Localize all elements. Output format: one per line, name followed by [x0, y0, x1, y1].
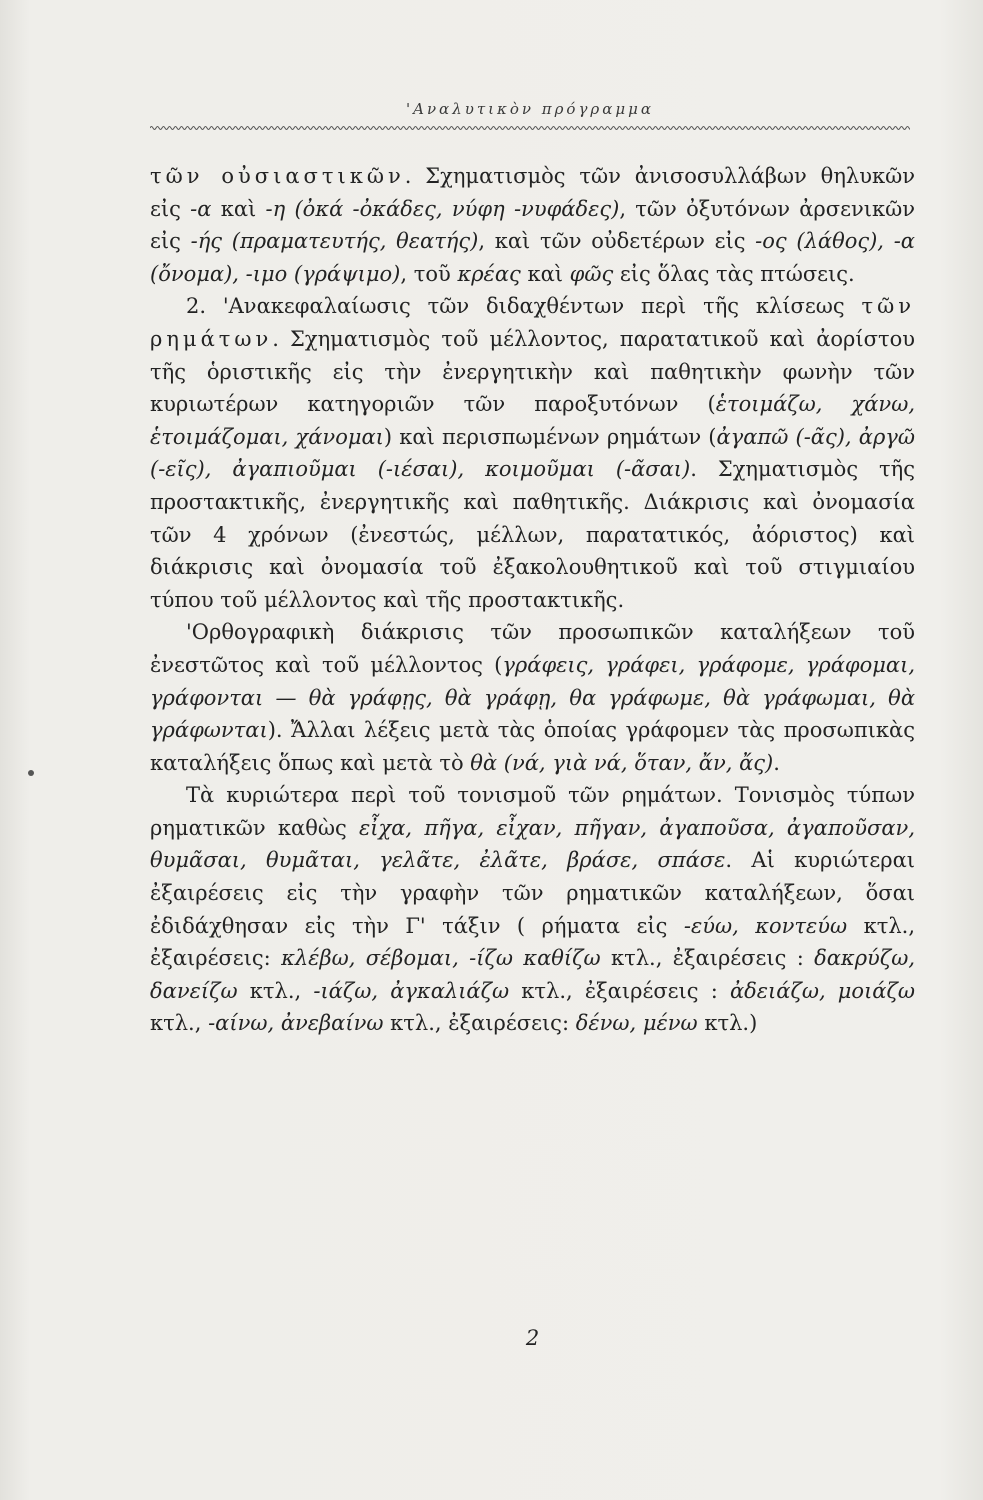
page-number: 2 [525, 1326, 540, 1350]
text-run: ἑτοιμάζω, χάνω, ἑτοιμάζομαι, χάνομαι [150, 392, 915, 449]
text-run: θὰ (νά, γιὰ νά, ὅταν, ἄν, ἄς) [470, 750, 774, 775]
text-run: κτλ., [150, 1011, 209, 1036]
text-run: . [773, 750, 780, 775]
text-run: ἀδειάζω, μοιάζω [729, 978, 915, 1003]
text-run: , τοῦ [400, 261, 458, 286]
text-run: εἰς ὅλας τὰς πτώσεις. [613, 261, 855, 286]
text-run: Τὰ κυριώτερα περὶ τοῦ τονισμοῦ τῶν ρημάτων. Τονισμὸς τύπων ρηματικῶν καθὼς [150, 783, 915, 840]
text-run: , τῶν ὀξυτόνων ἀρσενικῶν εἰς [150, 196, 916, 254]
text-run: -η (ὀκά -ὀκάδες, νύφη -νυφάδες) [265, 196, 620, 221]
text-run: -ος (λάθος), -α (ὄνομα), -ιμο (γράψιμο) [150, 229, 915, 286]
text-run: ) καὶ περισπωμένων ρημάτων ( [383, 424, 717, 449]
running-header: 'Αναλυτικὸν πρόγραμμα [405, 100, 654, 118]
text-run: κτλ., ἐξαιρέσεις: [383, 1011, 576, 1036]
text-run: . Σχηματισμὸς τοῦ μέλλοντος, παρατατικοῦ καὶ ἀορίστου τῆς ὁριστικῆς εἰς τὴν ἐνεργητικὴν καὶ παθητικὴν φωνὴν τῶν κυριωτέρων κατηγοριῶν τῶν παροξυτόνων ( [150, 326, 915, 417]
paragraph-accentuation [150, 779, 915, 1040]
paragraph-orthography [150, 616, 915, 779]
paragraph-verbs-recap [150, 290, 915, 616]
text-run: κτλ.) [697, 1011, 758, 1036]
text-run: κτλ., ἐξαιρέσεις : [509, 978, 730, 1003]
text-run: . Σχηματισμὸς τῆς προστακτικῆς, ἐνεργητικῆς καὶ παθητικῆς. Διάκρισις καὶ ὀνομασία τῶν 4 χρόνων (ἐνεστώς, μέλλων, παρατατικός, ἀόριστος) καὶ διάκρισις καὶ ὀνομασία τοῦ ἐξακολουθητικοῦ καὶ τοῦ στιγμιαίου τύπου τοῦ μέλλοντος καὶ τῆς προστακτικῆς. [150, 457, 915, 612]
paragraph-nouns [150, 160, 915, 290]
text-run: τῶν ρημάτων [150, 294, 915, 351]
text-run: γράφεις, γράφει, γράφομε, γράφομαι, γράφονται — θὰ γράφῃς, θὰ γράφῃ, θα γράφωμε, θὰ γράφωμαι, θὰ γράφωνται [150, 652, 915, 743]
text-run: -εύω, κοντεύω [683, 913, 848, 938]
text-run: τῶν οὐσιαστικῶν [150, 164, 405, 188]
margin-dot [28, 770, 34, 776]
text-run: , καὶ τῶν οὐδετέρων εἰς [478, 229, 756, 254]
text-run: κτλ., [237, 978, 314, 1003]
text-run: δακρύζω, δανείζω [150, 946, 915, 1003]
text-run: -αίνω, ἀνεβαίνω [208, 1011, 384, 1036]
text-run: ἀγαπῶ (-ᾶς), ἀργῶ (-εῖς), ἀγαπιοῦμαι (-ιέσαι), κοιμοῦμαι (-ᾶσαι) [150, 424, 915, 482]
text-run: . Αἱ κυριώτεραι ἐξαιρέσεις εἰς τὴν γραφὴν τῶν ρηματικῶν καταλήξεων, ὅσαι ἐδιδάχθησαν εἰς τὴν Γ' τάξιν ( ρήματα εἰς [150, 848, 915, 938]
text-run: . Σχηματισμὸς τῶν ἀνισοσυλλάβων θηλυκῶν εἰς [150, 164, 915, 221]
wavy-header-rule [150, 124, 910, 132]
text-run: 'Ορθογραφικὴ διάκρισις τῶν προσωπικῶν καταλήξεων τοῦ ἐνεστῶτος καὶ τοῦ μέλλοντος ( [150, 620, 915, 677]
text-run: εἶχα, πῆγα, εἶχαν, πῆγαν, ἀγαποῦσα, ἀγαποῦσαν, θυμᾶσαι, θυμᾶται, γελᾶτε, ἐλᾶτε, βράσε, σπάσε [150, 815, 916, 873]
text-run: δένω, μένω [575, 1011, 698, 1036]
text-run: -ής (πραματευτής, θεατής) [190, 229, 479, 254]
text-run: -ιάζω, ἀγκαλιάζω [313, 978, 510, 1003]
text-run: κλέβω, σέβομαι, -ίζω καθίζω [281, 946, 601, 971]
body-text [150, 160, 915, 1040]
text-run: φῶς [569, 261, 614, 286]
text-run: κτλ., ἐξαιρέσεις : [600, 946, 815, 971]
text-run: κρέας [457, 261, 521, 286]
text-run: -α [190, 196, 212, 221]
text-run: κτλ., ἐξαιρέσεις: [150, 913, 916, 971]
text-run: 2. 'Ανακεφαλαίωσις τῶν διδαχθέντων περὶ τῆς κλίσεως [186, 294, 862, 319]
text-run: καὶ [520, 261, 570, 286]
text-run: καὶ [211, 196, 266, 221]
text-run: ). Ἄλλαι λέξεις μετὰ τὰς ὁποίας γράφομεν τὰς προσωπικὰς καταλήξεις ὅπως καὶ μετὰ τὸ [150, 718, 915, 775]
